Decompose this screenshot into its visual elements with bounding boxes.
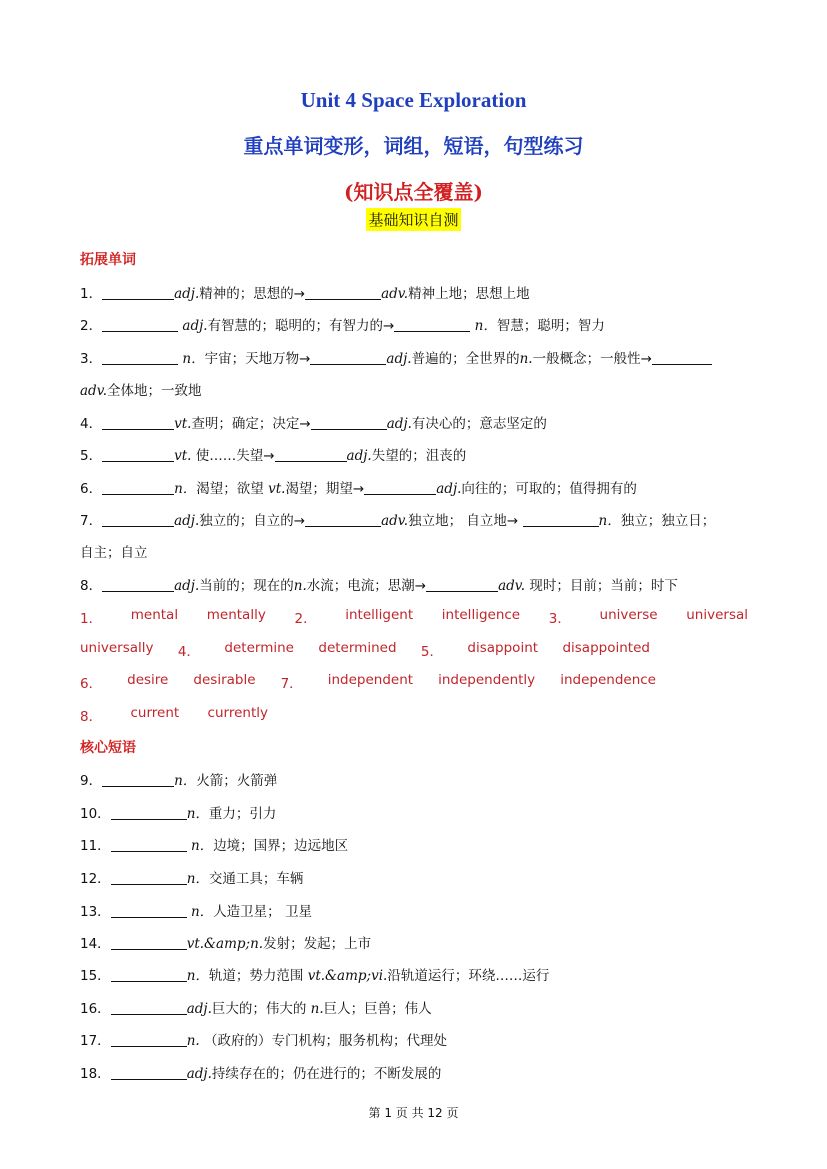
answer-line-4: 8． current currently bbox=[80, 705, 268, 725]
phrase-item-12: 12． n．交通工具；车辆 bbox=[80, 871, 304, 887]
phrase-item-11: 11． n．边境；国界；边远地区 bbox=[80, 838, 349, 854]
phrase-item-14: 14． vt.&amp;n.发射；发起；上市 bbox=[80, 936, 372, 952]
section-heading-phrases: 核心短语 bbox=[80, 740, 136, 756]
phrase-item-13: 13． n．人造卫星； 卫星 bbox=[80, 904, 312, 920]
coverage-note: (知识点全覆盖) bbox=[344, 180, 483, 204]
phrase-item-10: 10． n．重力；引力 bbox=[80, 806, 277, 822]
word-item-6: 6． n．渴望；欲望 vt.渴望；期望→ adj.向往的；可取的；值得拥有的 bbox=[80, 481, 637, 497]
word-item-7: 7． adj.独立的；自立的→ adv.独立地； 自立地→ n．独立；独立日； bbox=[80, 513, 716, 529]
phrase-item-16: 16． adj.巨大的；伟大的 n.巨人；巨兽；伟人 bbox=[80, 1001, 432, 1017]
word-item-1: 1． adj.精神的；思想的→ adv.精神上地；思想上地 bbox=[80, 286, 530, 302]
word-item-8: 8． adj.当前的；现在的n.水流；电流；思潮→ adv. 现时；目前；当前；时下 bbox=[80, 578, 678, 594]
answer-line-1: 1． mental mentally 2． intelligent intelligence 3． universe universal bbox=[80, 607, 748, 627]
word-item-7-cont: 自主；自立 bbox=[80, 545, 148, 561]
section-heading-words: 拓展单词 bbox=[80, 252, 136, 268]
word-item-5: 5． vt. 使……失望→ adj.失望的；沮丧的 bbox=[80, 448, 467, 464]
phrase-item-9: 9． n．火箭；火箭弹 bbox=[80, 773, 278, 789]
page-title: Unit 4 Space Exploration bbox=[300, 88, 527, 112]
answer-line-3: 6． desire desirable 7． independent independently independence bbox=[80, 672, 656, 692]
phrase-item-15: 15． n．轨道；势力范围 vt.&amp;vi.沿轨道运行；环绕……运行 bbox=[80, 968, 550, 984]
answer-line-2: universally 4． determine determined 5． disappoint disappointed bbox=[80, 640, 650, 660]
tag-wrap bbox=[0, 208, 827, 231]
page-footer: 第 1 页 共 12 页 bbox=[368, 1106, 459, 1120]
word-item-3-cont: adv.全体地；一致地 bbox=[80, 383, 202, 399]
phrase-item-17: 17． n. （政府的）专门机构；服务机构；代理处 bbox=[80, 1033, 447, 1049]
word-item-2: 2． adj.有智慧的；聪明的；有智力的→ n．智慧；聪明；智力 bbox=[80, 318, 605, 334]
page-subtitle: 重点单词变形，词组，短语，句型练习 bbox=[243, 134, 584, 158]
word-item-3: 3． n．宇宙；天地万物→ adj.普遍的；全世界的n.一般概念；一般性→ bbox=[80, 347, 712, 367]
phrase-item-18: 18． adj.持续存在的；仍在进行的；不断发展的 bbox=[80, 1066, 442, 1082]
word-item-4: 4． vt.查明；确定；决定→ adj.有决心的；意志坚定的 bbox=[80, 416, 547, 432]
highlight-tag: 基础知识自测 bbox=[366, 208, 460, 231]
